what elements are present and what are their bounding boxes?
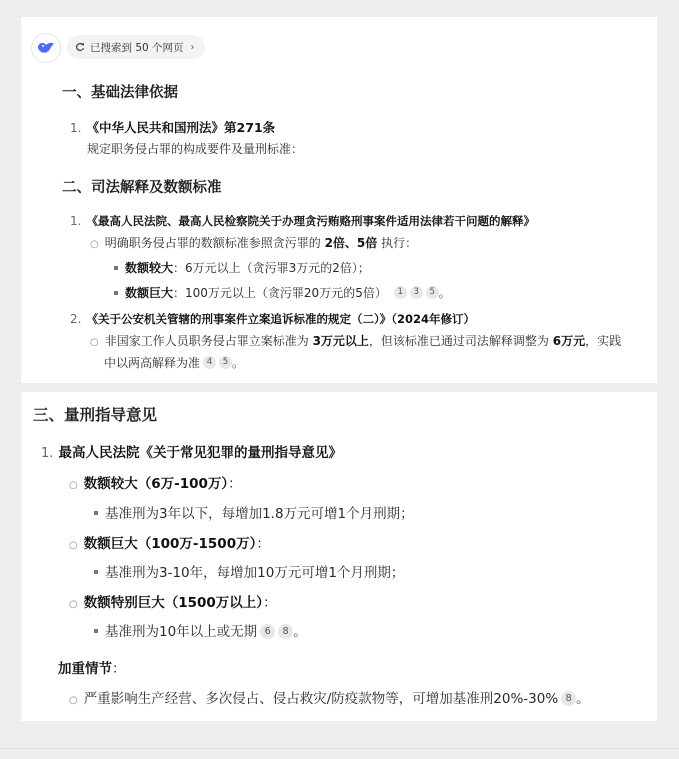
sec3-item1-title: 最高人民法院《关于常见犯罪的量刑指导意见》 [58,445,342,461]
section-3-title: 三、量刑指导意见 [33,406,158,424]
sec1-item1-desc: 规定职务侵占罪的构成要件及量刑标准： [87,142,304,156]
section-2-title: 二、司法解释及数额标准 [62,180,222,196]
answer-card-bottom [21,392,657,721]
sec1-item1-title: 《中华人民共和国刑法》第271条 [86,120,276,135]
sec3-aggravating-label: 加重情节： [58,661,126,677]
sec2-item2-title: 《关于公安机关管辖的刑事案件立案追诉标准的规定（二）》（2024年修订） [86,312,476,326]
section-1-title: 一、基础法律依据 [62,85,178,101]
search-results-button[interactable] [67,35,205,59]
sec2-item2-line2: 中以两高解释为准 4 5 。 [104,356,245,370]
citation-badge[interactable]: 1 [394,286,407,299]
sec3-aggravating-text: ○ 严重影响生产经营、多次侵占、侵占救灾/防疫款物等，可增加基准刑20%-30% 8 。 [69,691,590,707]
assistant-logo-icon [31,33,61,63]
citation-badge[interactable]: 3 [410,286,423,299]
sec2-large-amount: 数额较大：6万元以上（贪污罪3万元的2倍）； [114,259,370,276]
search-refresh-icon [75,42,85,52]
chevron-right-icon: › [190,41,195,53]
sec3-item1: 1. 最高人民法院《关于常见犯罪的量刑指导意见》 [41,445,342,461]
sec3-xhuge-label: ○ 数额特别巨大（1500万以上）： [69,595,277,611]
sec2-huge-amount: 数额巨大：100万元以上（贪污罪20万元的5倍） 1 3 5 。 [114,284,451,301]
sec2-item1-sub: ○ 明确职务侵占罪的数额标准参照贪污罪的 2倍、5倍 执行： [90,236,418,250]
bottom-divider [0,748,679,749]
citation-badge[interactable]: 5 [219,356,232,369]
sec3-xhuge-text: 基准刑为10年以上或无期 6 8 。 [94,620,307,640]
sec2-item1-title: 《最高人民法院、最高人民检察院关于办理贪污贿赂刑事案件适用法律若干问题的解释》 [86,214,536,228]
sec3-huge-text: 基准刑为3-10年，每增加10万元可增1个月刑期； [94,561,404,581]
citation-badge[interactable]: 5 [426,286,439,299]
sec1-item1: 1. 《中华人民共和国刑法》第271条 [70,120,276,135]
sec2-item1: 1. 《最高人民法院、最高人民检察院关于办理贪污贿赂刑事案件适用法律若干问题的解释》 [70,214,536,228]
answer-card-top [21,17,657,383]
search-results-label: 已搜索到 50 个网页 [90,41,184,54]
citation-badge[interactable]: 6 [260,624,275,639]
sec2-item2: 2. 《关于公安机关管辖的刑事案件立案追诉标准的规定（二）》（2024年修订） [70,312,476,326]
citation-badge[interactable]: 4 [203,356,216,369]
citation-badge[interactable]: 8 [278,624,293,639]
sec3-large-text: 基准刑为3年以下，每增加1.8万元可增1个月刑期； [94,502,414,522]
sec3-large-label: ○ 数额较大（6万-100万）： [69,476,242,492]
citation-badge[interactable]: 8 [561,691,576,706]
sec2-item2-line1: ○ 非国家工作人员职务侵占罪立案标准为 3万元以上，但该标准已通过司法解释调整为 6万元，实践 [90,334,622,348]
sec3-huge-label: ○ 数额巨大（100万-1500万）： [69,536,270,552]
